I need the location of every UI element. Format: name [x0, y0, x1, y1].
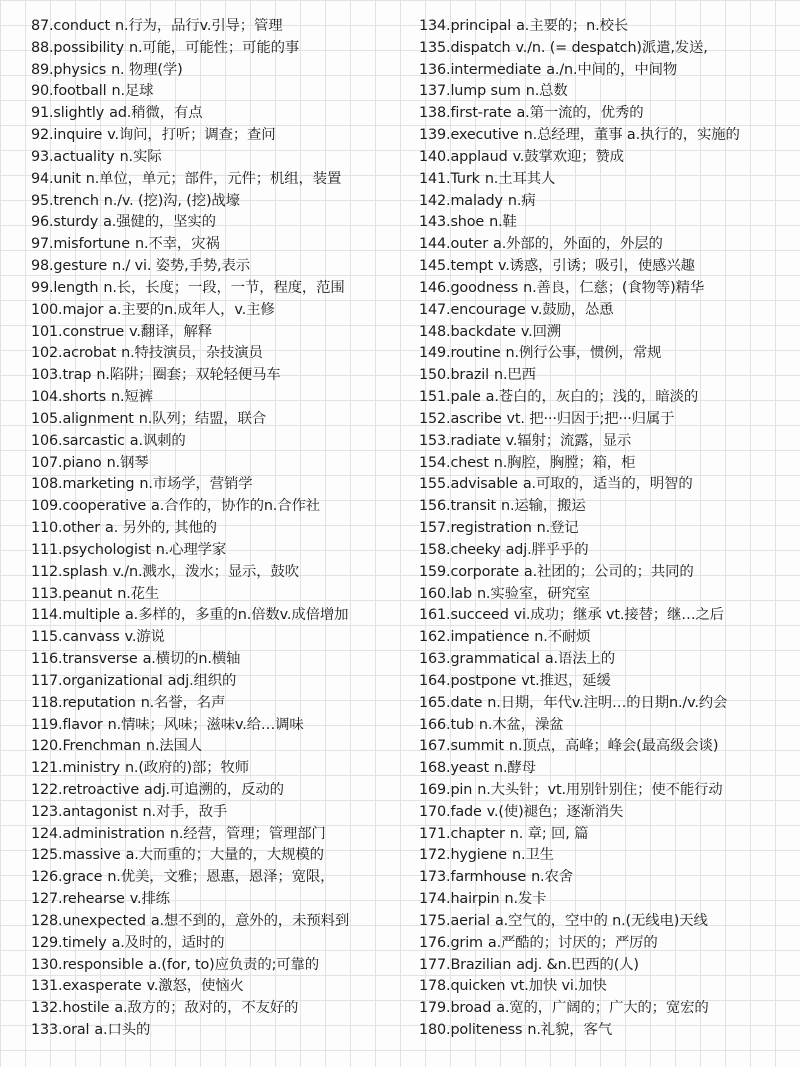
vocab-word: 160.lab — [419, 585, 472, 602]
vocab-word: 161.succeed — [419, 607, 509, 624]
vocab-word: 149.routine — [419, 345, 501, 362]
vocab-word: 123.antagonist — [31, 803, 138, 820]
right-vocab-column — [419, 16, 797, 1042]
vocab-definition: n.顶点，高峰；峰会(最高级会谈) — [508, 738, 719, 755]
vocab-definition: a./n.中间的，中间物 — [546, 61, 678, 78]
vocab-entry — [419, 81, 797, 103]
vocab-definition: n.单位，单元；部件，元件；机组，装置 — [85, 170, 342, 187]
vocab-definition: n.总数 — [525, 83, 568, 100]
vocab-definition: v.翻译，解释 — [129, 323, 213, 340]
vocab-definition: n.心理学家 — [155, 541, 227, 558]
vocab-definition: a.多样的，多重的n.倍数v.成倍增加 — [125, 607, 349, 624]
vocab-word: 174.hairpin — [419, 891, 500, 908]
vocab-entry — [419, 474, 797, 496]
vocab-word: 114.multiple — [31, 607, 121, 624]
vocab-definition: a.外部的，外面的，外层的 — [493, 236, 663, 253]
vocab-entry — [419, 125, 797, 147]
vocab-definition: n.鞋 — [489, 214, 517, 231]
vocab-word: 145.tempt — [419, 258, 493, 275]
vocab-word: 90.football — [31, 83, 107, 100]
vocab-entry — [31, 933, 411, 955]
vocab-word: 165.date — [419, 694, 483, 711]
vocab-entry — [31, 496, 411, 518]
vocab-definition: n.法国人 — [145, 738, 203, 755]
vocab-definition: a.想不到的，意外的，未预料到 — [150, 912, 350, 929]
vocab-word: 143.shoe — [419, 214, 485, 231]
vocab-entry — [31, 671, 411, 693]
vocab-definition: a.严酷的；讨厌的；严厉的 — [487, 934, 658, 951]
vocab-entry — [31, 300, 411, 322]
vocab-word: 106.sarcastic — [31, 432, 125, 449]
vocab-word: 134.principal — [419, 18, 512, 34]
vocab-entry — [31, 409, 411, 431]
vocab-entry — [419, 169, 797, 191]
vocab-definition: n. 章; 回, 篇 — [509, 825, 589, 842]
vocab-word: 162.impatience — [419, 629, 530, 646]
vocab-word: 137.lump sum — [419, 83, 521, 100]
vocab-entry — [31, 81, 411, 103]
vocab-definition: v.(使)褪色；逐渐消失 — [486, 803, 624, 820]
vocab-entry — [31, 278, 411, 300]
vocab-entry — [31, 889, 411, 911]
vocab-word: 94.unit — [31, 170, 81, 187]
vocab-definition: v./n.溅水，泼水；显示，鼓吹 — [112, 563, 300, 580]
vocab-word: 119.flavor — [31, 716, 103, 733]
vocab-entry — [419, 736, 797, 758]
vocab-definition: n.队列；结盟，联合 — [138, 410, 267, 427]
vocab-word: 122.retroactive — [31, 781, 140, 798]
vocab-entry — [31, 584, 411, 606]
vocab-definition: n.不幸，灾祸 — [134, 236, 220, 253]
vocab-entry — [31, 955, 411, 977]
vocab-definition: n.病 — [507, 192, 536, 209]
vocab-definition: n.登记 — [536, 520, 579, 537]
vocab-entry — [31, 976, 411, 998]
vocab-word: 153.radiate — [419, 432, 501, 449]
vocab-entry — [31, 60, 411, 82]
vocab-word: 116.transverse — [31, 651, 138, 668]
vocab-entry — [31, 147, 411, 169]
vocab-entry — [31, 169, 411, 191]
vocab-entry — [419, 212, 797, 234]
vocab-definition: a.口头的 — [94, 1022, 151, 1039]
vocab-entry — [31, 322, 411, 344]
vocab-word: 99.length — [31, 279, 99, 296]
vocab-definition: v.鼓掌欢迎；赞成 — [512, 148, 624, 165]
vocab-entry — [31, 474, 411, 496]
vocab-definition: v./n. (= despatch)派遣,发送, — [515, 39, 708, 56]
vocab-definition: a. 另外的, 其他的 — [105, 520, 217, 537]
vocab-definition: n.特技演员，杂技演员 — [121, 345, 263, 362]
vocab-entry — [419, 584, 797, 606]
vocab-definition: v.游说 — [124, 629, 165, 646]
vocab-word: 147.encourage — [419, 301, 526, 318]
vocab-word: 152.ascribe — [419, 410, 502, 427]
vocab-entry — [31, 649, 411, 671]
vocab-definition: v.询问，打听；调查；查问 — [107, 127, 276, 144]
vocab-definition: n.可能，可能性；可能的事 — [129, 39, 300, 56]
vocab-definition: n.钢琴 — [106, 454, 149, 471]
vocab-word: 125.massive — [31, 847, 121, 864]
vocab-entry — [419, 911, 797, 933]
vocab-definition: n.巴西 — [493, 367, 536, 384]
vocab-entry — [31, 627, 411, 649]
vocab-word: 133.oral — [31, 1022, 90, 1039]
vocab-definition: n.胸腔，胸膛；箱，柜 — [493, 454, 636, 471]
vocab-entry — [419, 409, 797, 431]
vocab-entry — [419, 802, 797, 824]
vocab-entry — [419, 889, 797, 911]
vocab-entry — [419, 715, 797, 737]
vocab-word: 175.aerial — [419, 912, 490, 929]
vocab-entry — [31, 605, 411, 627]
vocab-entry — [31, 1020, 411, 1042]
vocab-definition: n.情味；风味；滋味v.给…调味 — [107, 716, 304, 733]
vocab-definition: n.大头针；vt.用别针别住；使不能行动 — [477, 781, 723, 798]
vocab-definition: a.大而重的；大量的，大规模的 — [125, 847, 324, 864]
vocab-definition: n.(政府的)部；牧师 — [124, 760, 249, 777]
vocab-definition: a.第一流的，优秀的 — [516, 105, 644, 122]
vocab-entry — [419, 824, 797, 846]
vocab-definition: vt.推迟，延缓 — [521, 672, 611, 689]
vocab-definition: n.日期，年代v.注明…的日期n./v.约会 — [487, 694, 728, 711]
vocab-word: 170.fade — [419, 803, 482, 820]
vocab-definition: n./v. (挖)沟, (挖)战壕 — [103, 192, 240, 209]
vocab-word: 103.trap — [31, 367, 92, 384]
vocab-word: 157.registration — [419, 520, 532, 537]
vocab-definition: n.行为，品行v.引导；管理 — [115, 18, 283, 34]
vocab-entry — [419, 191, 797, 213]
vocab-word: 87.conduct — [31, 18, 111, 34]
vocab-entry — [31, 911, 411, 933]
vocab-definition: v.激怒，使恼火 — [146, 978, 244, 995]
vocab-entry — [419, 605, 797, 627]
vocab-word: 102.acrobat — [31, 345, 117, 362]
vocab-entry — [31, 125, 411, 147]
vocab-entry — [31, 343, 411, 365]
vocab-entry — [31, 824, 411, 846]
vocab-entry — [419, 496, 797, 518]
vocab-word: 127.rehearse — [31, 891, 125, 908]
vocab-entry — [31, 715, 411, 737]
vocab-entry — [419, 278, 797, 300]
vocab-definition: a.合作的，协作的n.合作社 — [151, 498, 320, 515]
vocab-word: 110.other — [31, 520, 101, 537]
vocab-entry — [31, 867, 411, 889]
vocab-definition: a.强健的，坚实的 — [103, 214, 216, 231]
vocab-definition: n.例行公事，惯例，常规 — [505, 345, 662, 362]
vocab-entry — [31, 38, 411, 60]
vocab-entry — [419, 518, 797, 540]
vocab-word: 89.physics — [31, 61, 107, 78]
vocab-definition: vt. 把···归因于;把···归属于 — [506, 410, 675, 427]
vocab-word: 178.quicken — [419, 978, 506, 995]
vocab-word: 150.brazil — [419, 367, 489, 384]
vocab-word: 132.hostile — [31, 1000, 110, 1017]
vocab-definition: a.宽的，广阔的；广大的；宽宏的 — [496, 1000, 709, 1017]
vocab-definition: n.善良，仁慈；(食物等)精华 — [523, 279, 705, 296]
vocab-entry — [31, 234, 411, 256]
vocab-definition: v.鼓励，怂恿 — [530, 301, 614, 318]
vocab-entry — [31, 431, 411, 453]
vocab-word: 112.splash — [31, 563, 108, 580]
vocab-entry — [31, 540, 411, 562]
vocab-word: 93.actuality — [31, 148, 115, 165]
vocab-word: 154.chest — [419, 454, 489, 471]
vocab-entry — [31, 736, 411, 758]
vocab-entry — [31, 562, 411, 584]
vocab-definition: a.敌方的；敌对的，不友好的 — [114, 1000, 299, 1017]
vocab-definition: n.卫生 — [512, 847, 554, 864]
vocab-entry — [419, 103, 797, 125]
vocab-word: 140.applaud — [419, 148, 508, 165]
vocab-definition: n./ vi. 姿势,手势,表示 — [112, 258, 250, 275]
vocab-definition: n.对手，敌手 — [142, 803, 228, 820]
vocab-definition: n.运输，搬运 — [501, 498, 586, 515]
vocab-entry — [419, 933, 797, 955]
vocab-definition: v.回溯 — [520, 323, 562, 340]
vocab-word: 139.executive — [419, 127, 519, 144]
vocab-entry — [419, 671, 797, 693]
vocab-word: 117.organizational — [31, 672, 163, 689]
vocab-entry — [419, 998, 797, 1020]
vocab-definition: n.花生 — [117, 585, 160, 602]
vocab-entry — [419, 431, 797, 453]
vocab-word: 159.corporate — [419, 563, 519, 580]
vocab-entry — [419, 60, 797, 82]
vocab-word: 142.malady — [419, 192, 503, 209]
vocab-entry — [31, 191, 411, 213]
vocab-entry — [31, 16, 411, 38]
vocab-definition: n. 物理(学) — [111, 61, 183, 78]
vocab-word: 105.alignment — [31, 410, 134, 427]
vocab-entry — [419, 365, 797, 387]
vocab-word: 156.transit — [419, 498, 497, 515]
vocab-word: 155.advisable — [419, 476, 518, 493]
vocab-word: 146.goodness — [419, 279, 519, 296]
vocab-definition: a.及时的，适时的 — [111, 934, 225, 951]
vocab-word: 88.possibility — [31, 39, 125, 56]
vocab-entry — [31, 802, 411, 824]
vocab-word: 113.peanut — [31, 585, 113, 602]
vocab-definition: a.社团的；公司的；共同的 — [523, 563, 694, 580]
vocab-entry — [419, 343, 797, 365]
vocab-entry — [419, 1020, 797, 1042]
vocab-definition: a.苍白的，灰白的；浅的，暗淡的 — [485, 389, 699, 406]
vocab-entry — [419, 867, 797, 889]
vocab-word: 163.grammatical — [419, 651, 540, 668]
vocab-entry — [31, 693, 411, 715]
vocab-entry — [419, 147, 797, 169]
vocab-entry — [31, 998, 411, 1020]
vocab-definition: n.总经理，董事 a.执行的，实施的 — [523, 127, 740, 144]
vocab-word: 179.broad — [419, 1000, 492, 1017]
vocab-word: 95.trench — [31, 192, 99, 209]
vocab-definition: adj.组织的 — [167, 672, 237, 689]
vocab-entry — [419, 300, 797, 322]
vocab-definition: n.足球 — [111, 83, 154, 100]
vocab-word: 135.dispatch — [419, 39, 511, 56]
vocab-word: 171.chapter — [419, 825, 505, 842]
vocab-word: 107.piano — [31, 454, 102, 471]
vocab-entry — [419, 16, 797, 38]
vocab-word: 144.outer — [419, 236, 489, 253]
vocab-entry — [419, 322, 797, 344]
vocab-definition: a.语法上的 — [544, 651, 615, 668]
vocab-word: 158.cheeky — [419, 541, 501, 558]
vocab-entry — [31, 780, 411, 802]
vocab-definition: vt.加快 vi.加快 — [510, 978, 607, 995]
vocab-word: 104.shorts — [31, 389, 107, 406]
vocab-word: 92.inquire — [31, 127, 103, 144]
vocab-word: 126.grace — [31, 869, 103, 886]
vocab-definition: n.优美，文雅；恩惠，恩泽；宽限， — [107, 869, 335, 886]
vocab-entry — [31, 387, 411, 409]
vocab-entry — [419, 955, 797, 977]
vocab-definition: ad.稍微，有点 — [109, 105, 203, 122]
vocab-word: 111.psychologist — [31, 541, 151, 558]
vocab-definition: n.长，长度；一段，一节，程度，范围 — [103, 279, 345, 296]
vocab-word: 167.summit — [419, 738, 504, 755]
vocab-word: 118.reputation — [31, 694, 136, 711]
vocab-word: 108.marketing — [31, 476, 135, 493]
vocab-definition: n.名誉，名声 — [140, 694, 226, 711]
vocab-word: 96.sturdy — [31, 214, 99, 231]
vocab-definition: a.主要的n.成年人，v.主修 — [108, 301, 275, 318]
vocab-word: 136.intermediate — [419, 61, 542, 78]
vocab-word: 128.unexpected — [31, 912, 146, 929]
vocab-definition: a.(for, to)应负责的;可靠的 — [148, 956, 320, 973]
vocab-entry — [419, 453, 797, 475]
vocab-entry — [419, 627, 797, 649]
vocab-entry — [31, 212, 411, 234]
vocab-entry — [419, 780, 797, 802]
vocab-word: 101.construe — [31, 323, 125, 340]
vocab-word: 168.yeast — [419, 760, 490, 777]
vocab-word: 138.first-rate — [419, 105, 512, 122]
vocab-definition: v.辐射；流露，显示 — [505, 432, 632, 449]
vocab-entry — [419, 256, 797, 278]
vocab-entry — [31, 845, 411, 867]
vocab-entry — [31, 518, 411, 540]
vocab-definition: a.横切的n.横轴 — [142, 651, 241, 668]
vocab-word: 177.Brazilian — [419, 956, 512, 973]
vocab-definition: n.酵母 — [494, 760, 536, 777]
vocab-word: 97.misfortune — [31, 236, 130, 253]
vocab-definition: adj.胖乎乎的 — [505, 541, 589, 558]
vocab-entry — [419, 387, 797, 409]
vocab-word: 173.farmhouse — [419, 869, 527, 886]
vocab-definition: n.农舍 — [531, 869, 573, 886]
vocab-entry — [419, 234, 797, 256]
vocab-entry — [419, 38, 797, 60]
vocab-word: 166.tub — [419, 716, 474, 733]
vocab-definition: a.主要的；n.校长 — [516, 18, 629, 34]
vocab-definition: n.经营，管理；管理部门 — [169, 825, 326, 842]
vocab-definition: a.空气的，空中的 n.(无线电)天线 — [494, 912, 708, 929]
vocab-word: 180.politeness — [419, 1022, 523, 1039]
vocab-definition: v.诱惑，引诱；吸引，使感兴趣 — [497, 258, 695, 275]
vocab-word: 115.canvass — [31, 629, 120, 646]
vocab-definition: n.实验室，研究室 — [476, 585, 591, 602]
vocab-entry — [419, 845, 797, 867]
vocab-definition: a.讽刺的 — [129, 432, 186, 449]
vocab-definition: v.排练 — [129, 891, 170, 908]
vocab-definition: n.市场学，营销学 — [139, 476, 253, 493]
vocab-definition: adj.可追溯的，反动的 — [144, 781, 284, 798]
vocab-definition: n.短裤 — [111, 389, 153, 406]
vocab-word: 164.postpone — [419, 672, 517, 689]
vocab-entry — [419, 562, 797, 584]
vocab-entry — [31, 103, 411, 125]
vocab-entry — [31, 758, 411, 780]
vocab-definition: n.陷阱；圈套；双轮轻便马车 — [96, 367, 281, 384]
vocab-definition: n.不耐烦 — [534, 629, 591, 646]
vocab-word: 172.hygiene — [419, 847, 507, 864]
vocab-word: 148.backdate — [419, 323, 516, 340]
vocab-word: 100.major — [31, 301, 104, 318]
vocab-definition: n.木盆，澡盆 — [478, 716, 564, 733]
vocab-entry — [419, 540, 797, 562]
vocab-entry — [419, 976, 797, 998]
vocab-word: 176.grim — [419, 934, 483, 951]
vocab-word: 98.gesture — [31, 258, 108, 275]
vocab-entry — [419, 649, 797, 671]
vocab-word: 130.responsible — [31, 956, 144, 973]
vocab-word: 151.pale — [419, 389, 481, 406]
vocab-word: 120.Frenchman — [31, 738, 141, 755]
vocab-word: 141.Turk — [419, 170, 480, 187]
vocab-word: 121.ministry — [31, 760, 120, 777]
vocab-entry — [419, 693, 797, 715]
vocab-word: 109.cooperative — [31, 498, 147, 515]
vocab-definition: vi.成功；继承 vt.接替；继…之后 — [513, 607, 724, 624]
vocab-word: 91.slightly — [31, 105, 105, 122]
vocab-word: 124.administration — [31, 825, 165, 842]
vocab-entry — [419, 758, 797, 780]
vocab-word: 131.exasperate — [31, 978, 142, 995]
vocab-entry — [31, 256, 411, 278]
vocab-definition: n.礼貌，客气 — [527, 1022, 612, 1039]
vocab-word: 129.timely — [31, 934, 107, 951]
left-vocab-column — [31, 16, 411, 1042]
vocab-definition: n.土耳其人 — [484, 170, 556, 187]
vocab-definition: adj. &n.巴西的(人) — [516, 956, 639, 973]
vocab-definition: n.实际 — [119, 148, 162, 165]
vocab-definition: n.发卡 — [504, 891, 547, 908]
vocab-entry — [31, 453, 411, 475]
vocab-entry — [31, 365, 411, 387]
vocab-word: 169.pin — [419, 781, 473, 798]
vocab-definition: a.可取的，适当的，明智的 — [522, 476, 693, 493]
